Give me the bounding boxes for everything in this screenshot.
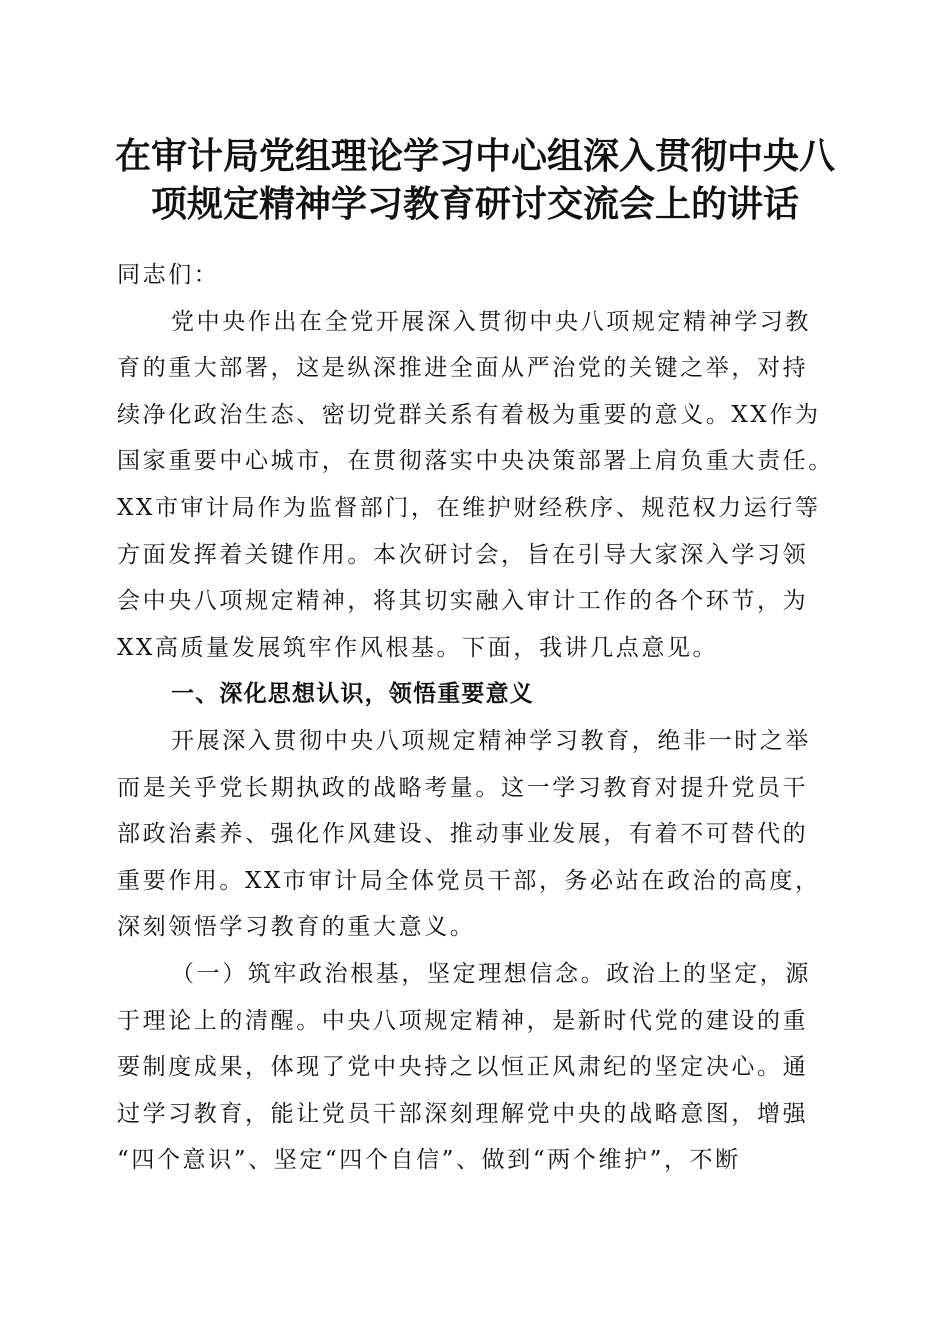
paragraph-line: 而是关乎党长期执政的战略考量。这一学习教育对提升党员干 [117,774,809,801]
paragraph-line: 于理论上的清醒。中央八项规定精神，是新时代党的建设的重 [117,1007,809,1034]
salutation: 同志们： [117,262,220,288]
document-body [117,256,837,1188]
paragraph-line: 国家重要中心城市，在贯彻落实中央决策部署上肩负重大责任。 [117,448,834,475]
title-line-2: 项规定精神学习教育研讨交流会上的讲话 [150,183,799,225]
paragraph-line: XX市审计局作为监督部门，在维护财经秩序、规范权力运行等 [117,494,821,521]
paragraph-line: 要制度成果，体现了党中央持之以恒正风肃纪的坚定决心。通 [117,1054,809,1081]
paragraph-line: 过学习教育，能让党员干部深刻理解党中央的战略意图，增强 [117,1100,809,1127]
paragraph-line: 开展深入贯彻中央八项规定精神学习教育，绝非一时之举 [171,727,811,754]
paragraph-line: 深刻领悟学习教育的重大意义。 [117,914,476,941]
paragraph-line: 方面发挥着关键作用。本次研讨会，旨在引导大家深入学习领 [117,541,809,568]
paragraph-line: 育的重大部署，这是纵深推进全面从严治党的关键之举，对持 [117,355,809,382]
paragraph-line: 部政治素养、强化作风建设、推动事业发展，有着不可替代的 [117,821,809,848]
subsection-line: （一）筑牢政治根基，坚定理想信念。政治上的坚定，源 [171,960,811,987]
document-title [100,132,850,228]
paragraph-line: 党中央作出在全党开展深入贯彻中央八项规定精神学习教 [171,308,811,335]
paragraph-line: 续净化政治生态、密切党群关系有着极为重要的意义。XX作为 [117,401,821,428]
paragraph-line: 会中央八项规定精神，将其切实融入审计工作的各个环节，为 [117,588,809,615]
title-line-1: 在审计局党组理论学习中心组深入贯彻中央八 [114,135,835,177]
paragraph-line: XX高质量发展筑牢作风根基。下面，我讲几点意见。 [117,634,719,661]
paragraph-line: “四个意识”、坚定“四个自信”、做到“两个维护”，不断 [117,1147,741,1174]
section-heading: 一、深化思想认识，领悟重要意义 [171,681,534,708]
paragraph-line: 重要作用。XX市审计局全体党员干部，务必站在政治的高度， [117,867,821,894]
